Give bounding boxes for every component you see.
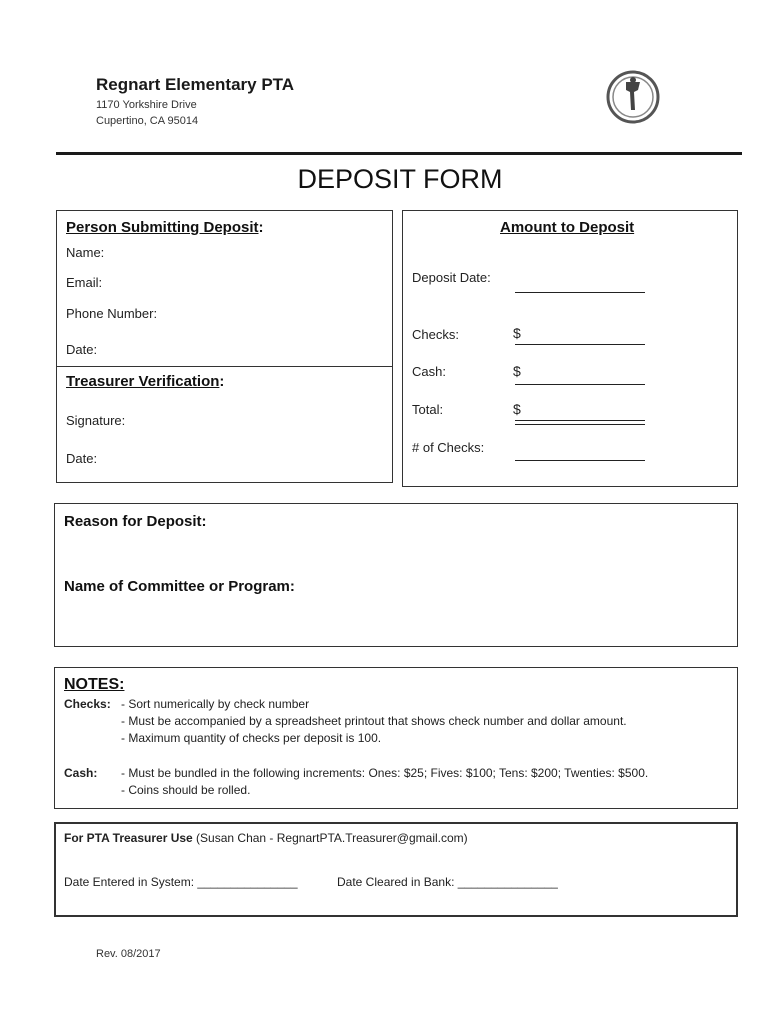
treasurer-use-line: For PTA Treasurer Use (Susan Chan - RegnartPTA.Treasurer@gmail.com) [64, 831, 468, 845]
total-dollar-sign: $ [513, 401, 521, 417]
notes-heading: NOTES: [64, 676, 125, 693]
committee-label: Name of Committee or Program: [64, 578, 295, 595]
header-divider [56, 152, 742, 155]
num-checks-line[interactable] [515, 460, 645, 461]
cash-label: Cash: [412, 364, 446, 379]
address-line-1: 1170 Yorkshire Drive [96, 99, 197, 111]
checks-dollar-sign: $ [513, 325, 521, 341]
notes-cash-item: - Must be bundled in the following increments: Ones: $25; Fives: $100; Tens: $200; Twenties: $500. [121, 766, 649, 780]
notes-checks-item: - Must be accompanied by a spreadsheet printout that shows check number and dollar amount. [121, 714, 627, 728]
page-title: DEPOSIT FORM [297, 164, 503, 194]
amount-section [402, 210, 738, 487]
date-label: Date: [66, 342, 98, 357]
checks-amount-line[interactable] [515, 344, 645, 345]
phone-label: Phone Number: [66, 306, 158, 321]
treasurer-verification-heading: Treasurer Verification: [66, 373, 225, 390]
org-name: Regnart Elementary PTA [96, 75, 295, 94]
date-cleared-field: Date Cleared in Bank: _______________ [337, 875, 558, 889]
amount-heading: Amount to Deposit [500, 219, 635, 236]
cash-dollar-sign: $ [513, 363, 521, 379]
cash-amount-line[interactable] [515, 384, 645, 385]
deposit-date-line[interactable] [515, 292, 645, 293]
name-label: Name: [66, 245, 105, 260]
notes-section [54, 667, 738, 809]
total-label: Total: [412, 402, 444, 417]
revision-label: Rev. 08/2017 [96, 948, 161, 960]
address-line-2: Cupertino, CA 95014 [96, 115, 199, 127]
submitter-heading: Person Submitting Deposit: [66, 219, 264, 236]
school-logo-icon [604, 70, 662, 124]
email-label: Email: [66, 275, 103, 290]
reason-section [54, 503, 738, 647]
num-checks-label: # of Checks: [412, 440, 485, 455]
notes-cash-label: Cash: [64, 766, 98, 780]
notes-checks-label: Checks: [64, 697, 111, 711]
treasurer-use-section [54, 822, 738, 917]
verification-date-label: Date: [66, 451, 98, 466]
date-entered-field: Date Entered in System: _______________ [64, 875, 298, 889]
notes-checks-item: - Sort numerically by check number [121, 697, 310, 711]
notes-cash-item: - Coins should be rolled. [121, 783, 251, 797]
treasurer-verification-section [56, 366, 393, 483]
checks-label: Checks: [412, 327, 459, 342]
submitter-section [56, 210, 393, 367]
total-amount-line[interactable] [515, 420, 645, 425]
notes-checks-item: - Maximum quantity of checks per deposit is 100. [121, 731, 382, 745]
signature-label: Signature: [66, 413, 126, 428]
reason-label: Reason for Deposit: [64, 513, 207, 530]
deposit-date-label: Deposit Date: [412, 270, 491, 285]
